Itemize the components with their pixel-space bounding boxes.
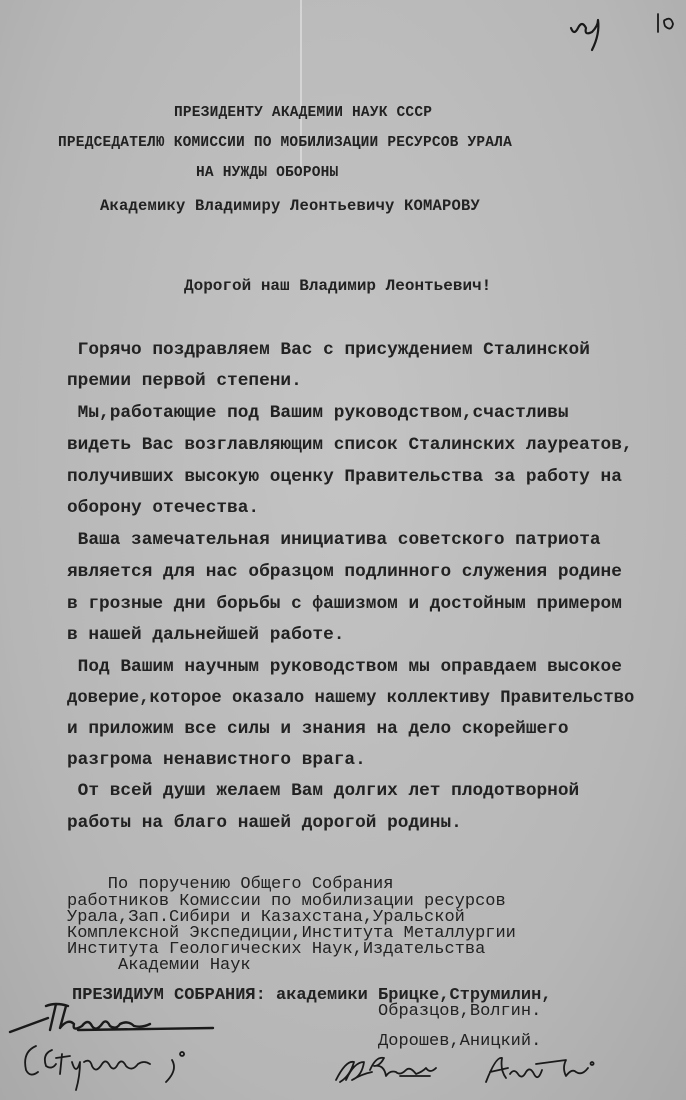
body-line: От всей души желаем Вам долгих лет плодотворной — [35, 781, 580, 801]
greeting: Дорогой наш Владимир Леонтьевич! — [184, 277, 492, 295]
body-line: в нашей дальнейшей работе. — [67, 625, 345, 645]
body-line: видеть Вас возглавляющим список Сталинских лауреатов, — [67, 435, 633, 455]
presidium-line: ПРЕЗИДИУМ СОБРАНИЯ: академики Брицке,Струмилин, — [72, 986, 552, 1005]
signature-strumilin — [22, 1040, 192, 1100]
addressee-line: НА НУЖДЫ ОБОРОНЫ — [196, 165, 339, 181]
body-line: Мы,работающие под Вашим руководством,счастливы — [35, 403, 569, 423]
commission-line: Комплексной Экспедиции,Института Металлургии — [67, 924, 516, 943]
commission-line: Академии Наук — [67, 956, 251, 975]
signature-britske — [8, 1000, 218, 1040]
signature-doroshev — [330, 1050, 480, 1090]
presidium-line: Образцов,Волгин. — [72, 1002, 542, 1021]
body-line: Ваша замечательная инициатива советского патриота — [35, 530, 601, 550]
commission-line: Урала,Зап.Сибири и Казахстана,Уральской — [67, 908, 465, 927]
handwritten-page-number — [655, 10, 680, 35]
commission-line: работников Комиссии по мобилизации ресурсов — [67, 892, 506, 911]
signature-anitsky — [480, 1050, 610, 1090]
body-line: является для нас образцом подлинного служения родине — [67, 562, 622, 582]
body-line: разгрома ненавистного врага. — [67, 750, 366, 770]
presidium-line: Дорошев,Аницкий. — [72, 1032, 542, 1051]
body-line: и приложим все силы и знания на дело скорейшего — [67, 719, 569, 739]
handwritten-mark-hod — [568, 8, 628, 58]
addressee-line: ПРЕДСЕДАТЕЛЮ КОМИССИИ ПО МОБИЛИЗАЦИИ РЕСУРСОВ УРАЛА — [58, 135, 512, 151]
body-line: в грозные дни борьбы с фашизмом и достойным примером — [67, 594, 622, 614]
body-line: Горячо поздравляем Вас с присуждением Сталинской — [35, 340, 590, 360]
addressee-name: Академику Владимиру Леонтьевичу КОМАРОВУ — [100, 197, 481, 215]
body-line: доверие,которое оказало нашему коллективу Правительство — [67, 689, 635, 708]
addressee-line: ПРЕЗИДЕНТУ АКАДЕМИИ НАУК СССР — [174, 105, 433, 121]
body-line: работы на благо нашей дорогой родины. — [67, 813, 462, 833]
body-line: оборону отечества. — [67, 498, 260, 518]
commission-line: Института Геологических Наук,Издательства — [67, 940, 486, 959]
body-line: получивших высокую оценку Правительства за работу на — [67, 467, 622, 487]
commission-line: По поручению Общего Собрания — [67, 875, 394, 894]
body-line: премии первой степени. — [67, 371, 302, 391]
body-line: Под Вашим научным руководством мы оправдаем высокое — [35, 657, 622, 677]
